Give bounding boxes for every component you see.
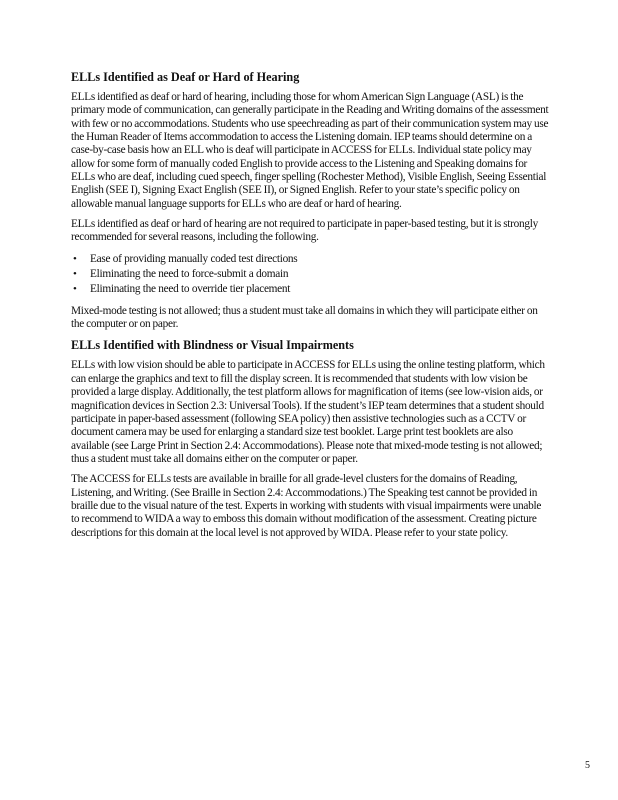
paragraph-deaf-intro: ELLs identified as deaf or hard of hearing, including those for whom American Sign Language (ASL) is the primary mode of communication, can generally participate in the Reading and Writing domains of the assessment with few or no accommodations. Students who use speechreading as part of their communication system may use the Human Reader of Items accommodation to access the Listening domain. IEP teams should determine on a case-by-case basis how an ELL who is deaf will participate in ACCESS for ELLs. Individual state policy may allow for some form of manually coded English to provide access to the Listening and Speaking domains for ELLs who are deaf, including cued speech, finger spelling (Rochester Method), Visible English, Seeing Essential English (SEE I), Signing Exact English (SEE II), or Signed English. Refer to your state’s specific policy on allowable manual language supports for ELLs who are deaf or hard of hearing. [71, 91, 549, 210]
list-item: • Eliminating the need to force-submit a domain [71, 267, 549, 282]
section-heading-blindness: ELLs Identified with Blindness or Visual Impairments [71, 338, 354, 353]
paragraph-braille: The ACCESS for ELLs tests are available in braille for all grade-level clusters for the domains of Reading, Listening, and Writing. (See Braille in Section 2.4: Accommodations.) The Speaking test cannot be provided in braille due to the visual nature of the test. Experts in working with students with visual impairments were unable to recommend to WIDA a way to emboss this domain without modification of the assessment. Creating picture descriptions for this domain at the local level is not approved by WIDA. Please refer to your state policy. [71, 473, 542, 539]
page-content [71, 70, 549, 547]
paragraph-low-vision: ELLs with low vision should be able to participate in ACCESS for ELLs using the online testing platform, which can enlarge the graphics and text to fill the display screen. It is recommended that students with low vision be provided a large display. Additionally, the test platform allows for magnification of items (see low-vision aids, or magnification devices in Section 2.3: Universal Tools). If the student’s IEP team determines that a student should participate in paper-based assessment (following SEA policy) then assistive technologies such as a CCTV or document camera may be used for enlarging a standard size test booklet. Large print test booklets are also available (see Large Print in Section 2.4: Accommodations). Please note that mixed-mode testing is not allowed; thus a student must take all domains either on the computer or paper. [71, 359, 545, 465]
reasons-list [71, 252, 549, 297]
paragraph-mixed-mode: Mixed-mode testing is not allowed; thus a student must take all domains in which they will participate either on the computer or on paper. [71, 304, 538, 331]
list-item: • Eliminating the need to override tier placement [71, 282, 549, 297]
page-number: 5 [585, 760, 590, 771]
list-item: • Ease of providing manually coded test directions [71, 252, 549, 267]
section-heading-deaf: ELLs Identified as Deaf or Hard of Hearing [71, 70, 300, 84]
paragraph-deaf-paper-testing: ELLs identified as deaf or hard of hearing are not required to participate in paper-based testing, but it is strongly recommended for several reasons, including the following. [71, 218, 538, 244]
